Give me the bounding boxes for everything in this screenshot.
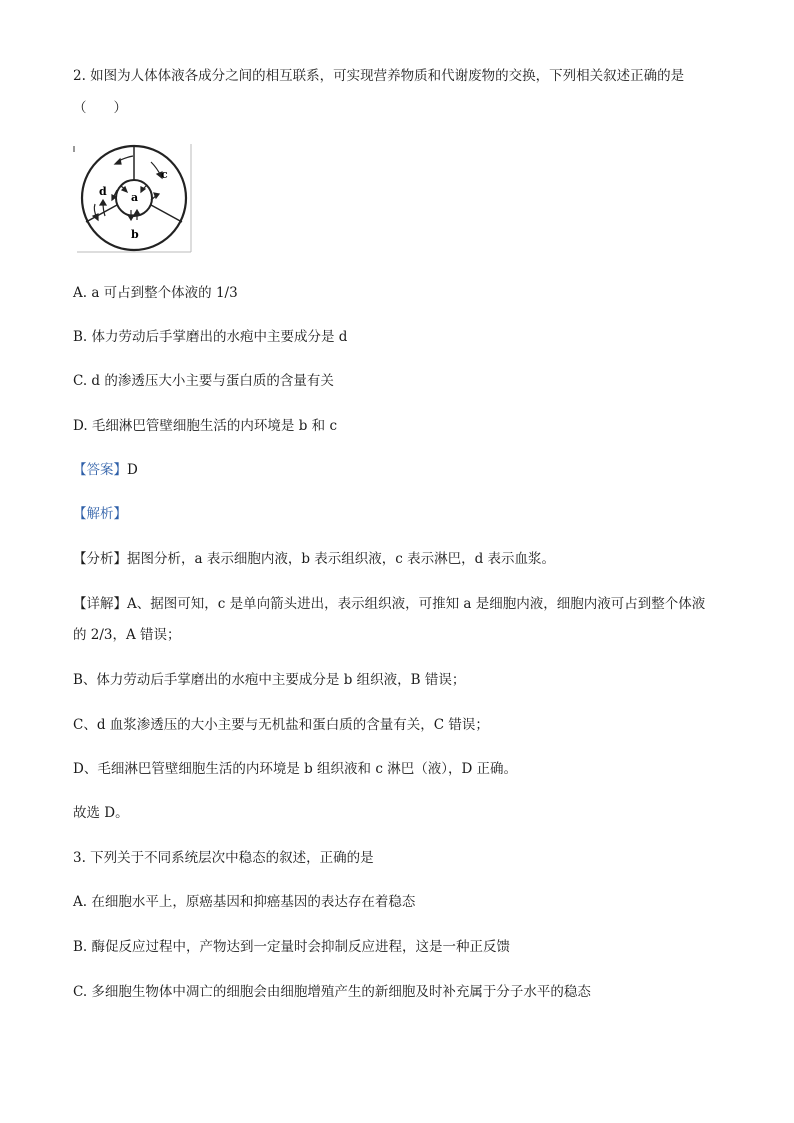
xiangjie-line1 (73, 594, 705, 614)
q3-option-b: B. 酶促反应过程中，产物达到一定量时会抑制反应进程，这是一种正反馈 (73, 939, 511, 955)
body-fluid-diagram-svg (73, 140, 195, 254)
fenxi-text: 据图分析，a 表示细胞内液，b 表示组织液，c 表示淋巴，d 表示血浆。 (127, 551, 556, 567)
analysis-tag: 【解析】 (73, 506, 127, 522)
divider-b-c (151, 205, 182, 222)
q2-stem-line2: （ ） (73, 100, 127, 116)
label-c: c (161, 168, 168, 181)
fenxi-line (73, 549, 555, 569)
explain-b: B、体力劳动后手掌磨出的水疱中主要成分是 b 组织液，B 错误； (73, 672, 466, 688)
xiangjie-tag: 【详解】 (73, 596, 127, 612)
q2-option-a: A. a 可占到整个体液的 1/3 (73, 285, 238, 301)
fenxi-tag: 【分析】 (73, 551, 127, 567)
answer-tag: 【答案】 (73, 462, 127, 478)
body-fluid-diagram (73, 140, 195, 254)
label-b: b (131, 228, 139, 241)
q2-option-b: B. 体力劳动后手掌磨出的水疱中主要成分是 d (73, 329, 348, 345)
q3-option-a: A. 在细胞水平上，原癌基因和抑癌基因的表达存在着稳态 (73, 894, 416, 910)
label-d: d (99, 185, 107, 198)
q3-option-c: C. 多细胞生物体中凋亡的细胞会由细胞增殖产生的新细胞及时补充属于分子水平的稳态 (73, 984, 591, 1000)
divider-d-b (86, 205, 117, 222)
label-a: a (131, 191, 139, 204)
q2-option-c: C. d 的渗透压大小主要与蛋白质的含量有关 (73, 373, 334, 389)
q2-option-d: D. 毛细淋巴管壁细胞生活的内环境是 b 和 c (73, 418, 338, 434)
explain-d: D、毛细淋巴管壁细胞生活的内环境是 b 组织液和 c 淋巴（液），D 正确。 (73, 761, 518, 777)
explain-c: C、d 血浆渗透压的大小主要与无机盐和蛋白质的含量有关，C 错误； (73, 717, 489, 733)
conclusion: 故选 D。 (73, 805, 129, 821)
xiangjie-text1: A、据图可知，c 是单向箭头进出，表示组织液，可推知 a 是细胞内液，细胞内液可占到整个体液 (127, 596, 706, 612)
answer-value: D (127, 462, 138, 478)
q3-stem: 3. 下列关于不同系统层次中稳态的叙述，正确的是 (73, 850, 374, 866)
xiangjie-line2: 的 2/3，A 错误； (73, 627, 181, 643)
answer-line (73, 460, 138, 480)
analysis-line (73, 504, 127, 524)
q2-stem-line1: 2. 如图为人体体液各成分之间的相互联系，可实现营养物质和代谢废物的交换，下列相关叙述正确的是 (73, 68, 685, 84)
